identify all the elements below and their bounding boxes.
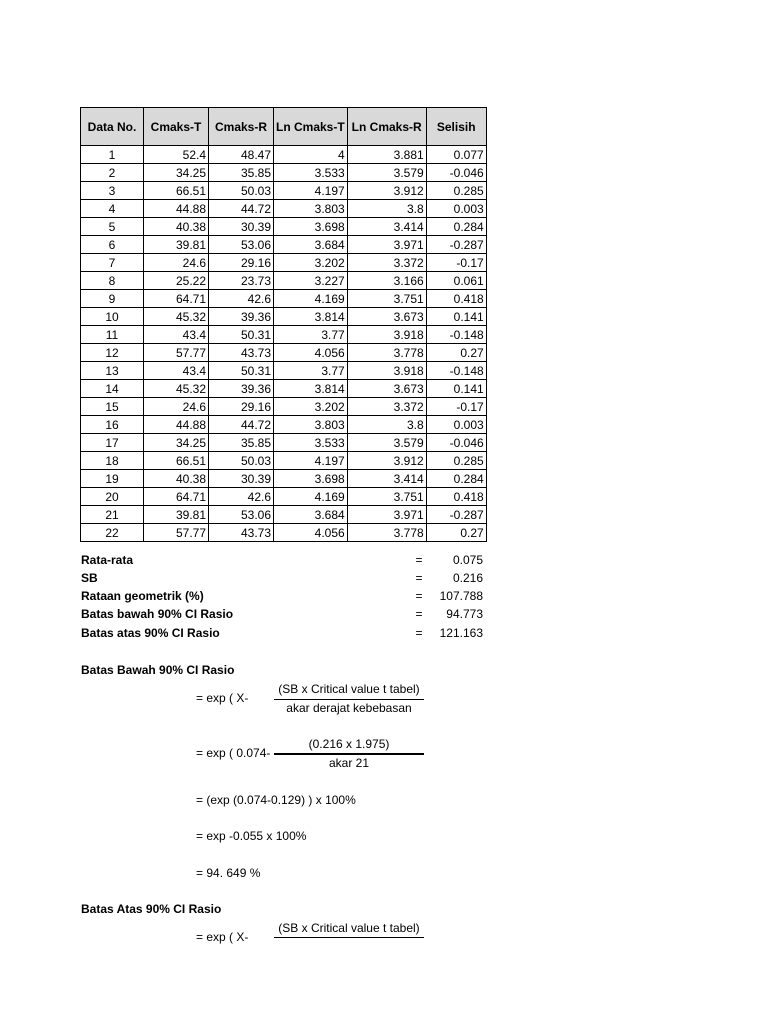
table-row — [81, 380, 487, 398]
cell-ln-cmaks-r: 3.673 — [347, 308, 426, 326]
cell-cmaks-r: 50.03 — [209, 452, 274, 470]
summary-value: 0.075 — [452, 553, 483, 567]
cell-cmaks-r: 48.47 — [209, 146, 274, 164]
cell-ln-cmaks-r: 3.579 — [347, 434, 426, 452]
table-row — [81, 326, 487, 344]
cell-cmaks-r: 43.73 — [209, 524, 274, 542]
cell-ln-cmaks-t: 3.698 — [274, 218, 348, 236]
cell-ln-cmaks-r: 3.778 — [347, 344, 426, 362]
cell-ln-cmaks-r: 3.8 — [347, 416, 426, 434]
cell-data-no: 14 — [81, 380, 144, 398]
header-selisih: Selisih — [426, 108, 486, 146]
cell-cmaks-t: 43.4 — [144, 362, 209, 380]
cell-data-no: 17 — [81, 434, 144, 452]
cell-ln-cmaks-t: 3.814 — [274, 308, 348, 326]
cell-ln-cmaks-t: 4.197 — [274, 182, 348, 200]
cell-data-no: 21 — [81, 506, 144, 524]
summary-equals: = — [415, 589, 423, 603]
cell-selisih: 0.141 — [426, 308, 486, 326]
cell-ln-cmaks-t: 3.684 — [274, 236, 348, 254]
table-row — [81, 308, 487, 326]
cell-selisih: -0.17 — [426, 254, 486, 272]
summary-equals: = — [415, 553, 423, 567]
cell-selisih: 0.284 — [426, 470, 486, 488]
table-row — [81, 452, 487, 470]
cell-data-no: 5 — [81, 218, 144, 236]
cell-ln-cmaks-r: 3.881 — [347, 146, 426, 164]
cell-cmaks-t: 44.88 — [144, 200, 209, 218]
lower-formula1-prefix: = exp ( X- — [196, 691, 249, 705]
cell-cmaks-t: 40.38 — [144, 470, 209, 488]
cell-ln-cmaks-r: 3.912 — [347, 452, 426, 470]
cell-selisih: -0.046 — [426, 164, 486, 182]
cell-data-no: 22 — [81, 524, 144, 542]
summary-value: 0.216 — [452, 571, 483, 585]
header-cmaks-t: Cmaks-T — [144, 108, 209, 146]
cell-cmaks-t: 24.6 — [144, 398, 209, 416]
table-row — [81, 398, 487, 416]
cell-ln-cmaks-r: 3.751 — [347, 290, 426, 308]
table-header-row — [81, 108, 487, 146]
cell-data-no: 4 — [81, 200, 144, 218]
summary-value: 121.163 — [439, 626, 483, 640]
table-row — [81, 470, 487, 488]
table-row — [81, 164, 487, 182]
table-row — [81, 488, 487, 506]
cell-ln-cmaks-t: 3.698 — [274, 470, 348, 488]
cell-ln-cmaks-t: 3.77 — [274, 326, 348, 344]
summary-value: 107.788 — [439, 589, 483, 603]
cell-cmaks-r: 29.16 — [209, 254, 274, 272]
cell-cmaks-r: 53.06 — [209, 236, 274, 254]
cell-cmaks-r: 39.36 — [209, 380, 274, 398]
cell-cmaks-r: 35.85 — [209, 434, 274, 452]
cell-ln-cmaks-r: 3.673 — [347, 380, 426, 398]
header-data-no: Data No. — [81, 108, 144, 146]
cell-cmaks-r: 29.16 — [209, 398, 274, 416]
cell-ln-cmaks-t: 3.803 — [274, 416, 348, 434]
lower-formula2-numerator: (0.216 x 1.975) — [308, 737, 390, 751]
cell-selisih: 0.077 — [426, 146, 486, 164]
cell-ln-cmaks-r: 3.166 — [347, 272, 426, 290]
table-row — [81, 344, 487, 362]
table-row — [81, 272, 487, 290]
cell-selisih: -0.287 — [426, 506, 486, 524]
table-row — [81, 506, 487, 524]
cell-ln-cmaks-r: 3.372 — [347, 398, 426, 416]
table-row — [81, 434, 487, 452]
cell-selisih: 0.285 — [426, 452, 486, 470]
cell-ln-cmaks-r: 3.971 — [347, 506, 426, 524]
cell-selisih: 0.003 — [426, 200, 486, 218]
lower-formula2-denominator: akar 21 — [328, 756, 370, 770]
cell-ln-cmaks-r: 3.751 — [347, 488, 426, 506]
summary-label: Rata-rata — [81, 553, 134, 567]
cell-selisih: 0.003 — [426, 416, 486, 434]
cell-cmaks-t: 52.4 — [144, 146, 209, 164]
cell-cmaks-t: 57.77 — [144, 524, 209, 542]
summary-value: 94.773 — [446, 607, 483, 621]
lower-formula1-numerator: (SB x Critical value t tabel) — [278, 682, 420, 696]
summary-equals: = — [415, 607, 423, 621]
cell-ln-cmaks-r: 3.414 — [347, 470, 426, 488]
lower-formula1-denominator: akar derajat kebebasan — [286, 701, 412, 715]
cell-cmaks-t: 39.81 — [144, 506, 209, 524]
cell-cmaks-t: 25.22 — [144, 272, 209, 290]
cell-cmaks-r: 44.72 — [209, 200, 274, 218]
cell-cmaks-t: 44.88 — [144, 416, 209, 434]
cell-selisih: 0.285 — [426, 182, 486, 200]
cell-data-no: 10 — [81, 308, 144, 326]
table-row — [81, 290, 487, 308]
cell-cmaks-r: 53.06 — [209, 506, 274, 524]
lower-bound-heading: Batas Bawah 90% CI Rasio — [81, 663, 235, 677]
cell-ln-cmaks-r: 3.912 — [347, 182, 426, 200]
cell-cmaks-t: 40.38 — [144, 218, 209, 236]
cell-data-no: 9 — [81, 290, 144, 308]
header-ln-cmaks-t: Ln Cmaks-T — [274, 108, 348, 146]
summary-equals: = — [415, 571, 423, 585]
cell-selisih: -0.287 — [426, 236, 486, 254]
cell-cmaks-r: 44.72 — [209, 416, 274, 434]
cell-cmaks-t: 66.51 — [144, 452, 209, 470]
cell-cmaks-t: 64.71 — [144, 488, 209, 506]
cell-selisih: 0.061 — [426, 272, 486, 290]
cell-selisih: -0.148 — [426, 326, 486, 344]
upper-formula1-numerator: (SB x Critical value t tabel) — [278, 921, 420, 935]
cell-data-no: 7 — [81, 254, 144, 272]
cell-data-no: 18 — [81, 452, 144, 470]
cell-ln-cmaks-t: 3.814 — [274, 380, 348, 398]
cell-data-no: 3 — [81, 182, 144, 200]
table-body — [81, 146, 487, 542]
cell-ln-cmaks-t: 4.197 — [274, 452, 348, 470]
cell-ln-cmaks-r: 3.579 — [347, 164, 426, 182]
header-ln-cmaks-r: Ln Cmaks-R — [347, 108, 426, 146]
cell-ln-cmaks-r: 3.8 — [347, 200, 426, 218]
cell-data-no: 6 — [81, 236, 144, 254]
cell-ln-cmaks-t: 3.202 — [274, 254, 348, 272]
cell-data-no: 11 — [81, 326, 144, 344]
cell-cmaks-r: 50.03 — [209, 182, 274, 200]
table-row — [81, 200, 487, 218]
table-row — [81, 236, 487, 254]
cell-cmaks-t: 43.4 — [144, 326, 209, 344]
summary-row — [81, 587, 485, 605]
lower-step-2: = exp -0.055 x 100% — [196, 829, 307, 843]
cell-cmaks-t: 39.81 — [144, 236, 209, 254]
cell-ln-cmaks-t: 4 — [274, 146, 348, 164]
cell-cmaks-r: 42.6 — [209, 488, 274, 506]
cell-data-no: 13 — [81, 362, 144, 380]
cell-ln-cmaks-r: 3.372 — [347, 254, 426, 272]
summary-label: Batas atas 90% CI Rasio — [81, 626, 220, 640]
table-row — [81, 362, 487, 380]
data-table — [80, 107, 487, 542]
cell-ln-cmaks-t: 4.169 — [274, 290, 348, 308]
summary-row — [81, 624, 485, 642]
lower-step-1: = (exp (0.074-0.129) ) x 100% — [196, 793, 356, 807]
cell-cmaks-t: 34.25 — [144, 434, 209, 452]
table-row — [81, 524, 487, 542]
cell-ln-cmaks-t: 4.056 — [274, 524, 348, 542]
header-cmaks-r: Cmaks-R — [209, 108, 274, 146]
cell-ln-cmaks-t: 3.77 — [274, 362, 348, 380]
cell-selisih: 0.418 — [426, 290, 486, 308]
cell-selisih: 0.141 — [426, 380, 486, 398]
cell-cmaks-r: 23.73 — [209, 272, 274, 290]
table-row — [81, 146, 487, 164]
summary-label: Rataan geometrik (%) — [81, 589, 204, 603]
summary-label: SB — [81, 571, 98, 585]
cell-cmaks-t: 45.32 — [144, 380, 209, 398]
cell-ln-cmaks-r: 3.414 — [347, 218, 426, 236]
cell-ln-cmaks-t: 3.202 — [274, 398, 348, 416]
cell-ln-cmaks-t: 4.056 — [274, 344, 348, 362]
cell-selisih: 0.27 — [426, 344, 486, 362]
cell-cmaks-t: 45.32 — [144, 308, 209, 326]
cell-cmaks-r: 43.73 — [209, 344, 274, 362]
upper-formula1-prefix: = exp ( X- — [196, 930, 249, 944]
cell-cmaks-r: 35.85 — [209, 164, 274, 182]
cell-cmaks-t: 64.71 — [144, 290, 209, 308]
table-row — [81, 416, 487, 434]
cell-ln-cmaks-r: 3.918 — [347, 362, 426, 380]
cell-ln-cmaks-t: 4.169 — [274, 488, 348, 506]
cell-cmaks-r: 30.39 — [209, 218, 274, 236]
cell-cmaks-r: 30.39 — [209, 470, 274, 488]
lower-formula2-prefix: = exp ( 0.074- — [196, 746, 271, 760]
upper-bound-heading: Batas Atas 90% CI Rasio — [81, 902, 222, 916]
cell-cmaks-r: 39.36 — [209, 308, 274, 326]
cell-data-no: 8 — [81, 272, 144, 290]
lower-step-3: = 94. 649 % — [196, 866, 261, 880]
cell-ln-cmaks-t: 3.803 — [274, 200, 348, 218]
cell-data-no: 1 — [81, 146, 144, 164]
cell-data-no: 15 — [81, 398, 144, 416]
cell-data-no: 2 — [81, 164, 144, 182]
table-row — [81, 218, 487, 236]
cell-selisih: 0.418 — [426, 488, 486, 506]
cell-selisih: -0.148 — [426, 362, 486, 380]
cell-data-no: 12 — [81, 344, 144, 362]
cell-cmaks-r: 50.31 — [209, 326, 274, 344]
upper-formula1-fraction-line — [274, 937, 424, 938]
summary-row — [81, 605, 485, 623]
summary-row — [81, 569, 485, 587]
cell-ln-cmaks-t: 3.227 — [274, 272, 348, 290]
cell-data-no: 16 — [81, 416, 144, 434]
summary-equals: = — [415, 626, 423, 640]
cell-data-no: 20 — [81, 488, 144, 506]
cell-cmaks-r: 42.6 — [209, 290, 274, 308]
summary-label: Batas bawah 90% CI Rasio — [81, 607, 234, 621]
cell-selisih: -0.046 — [426, 434, 486, 452]
cell-selisih: -0.17 — [426, 398, 486, 416]
cell-selisih: 0.284 — [426, 218, 486, 236]
cell-cmaks-t: 66.51 — [144, 182, 209, 200]
table-row — [81, 182, 487, 200]
cell-selisih: 0.27 — [426, 524, 486, 542]
cell-cmaks-t: 34.25 — [144, 164, 209, 182]
cell-ln-cmaks-r: 3.918 — [347, 326, 426, 344]
cell-cmaks-r: 50.31 — [209, 362, 274, 380]
cell-cmaks-t: 24.6 — [144, 254, 209, 272]
table-row — [81, 254, 487, 272]
cell-ln-cmaks-t: 3.684 — [274, 506, 348, 524]
cell-ln-cmaks-t: 3.533 — [274, 164, 348, 182]
summary-row — [81, 551, 485, 569]
cell-ln-cmaks-t: 3.533 — [274, 434, 348, 452]
cell-cmaks-t: 57.77 — [144, 344, 209, 362]
cell-ln-cmaks-r: 3.778 — [347, 524, 426, 542]
cell-ln-cmaks-r: 3.971 — [347, 236, 426, 254]
cell-data-no: 19 — [81, 470, 144, 488]
